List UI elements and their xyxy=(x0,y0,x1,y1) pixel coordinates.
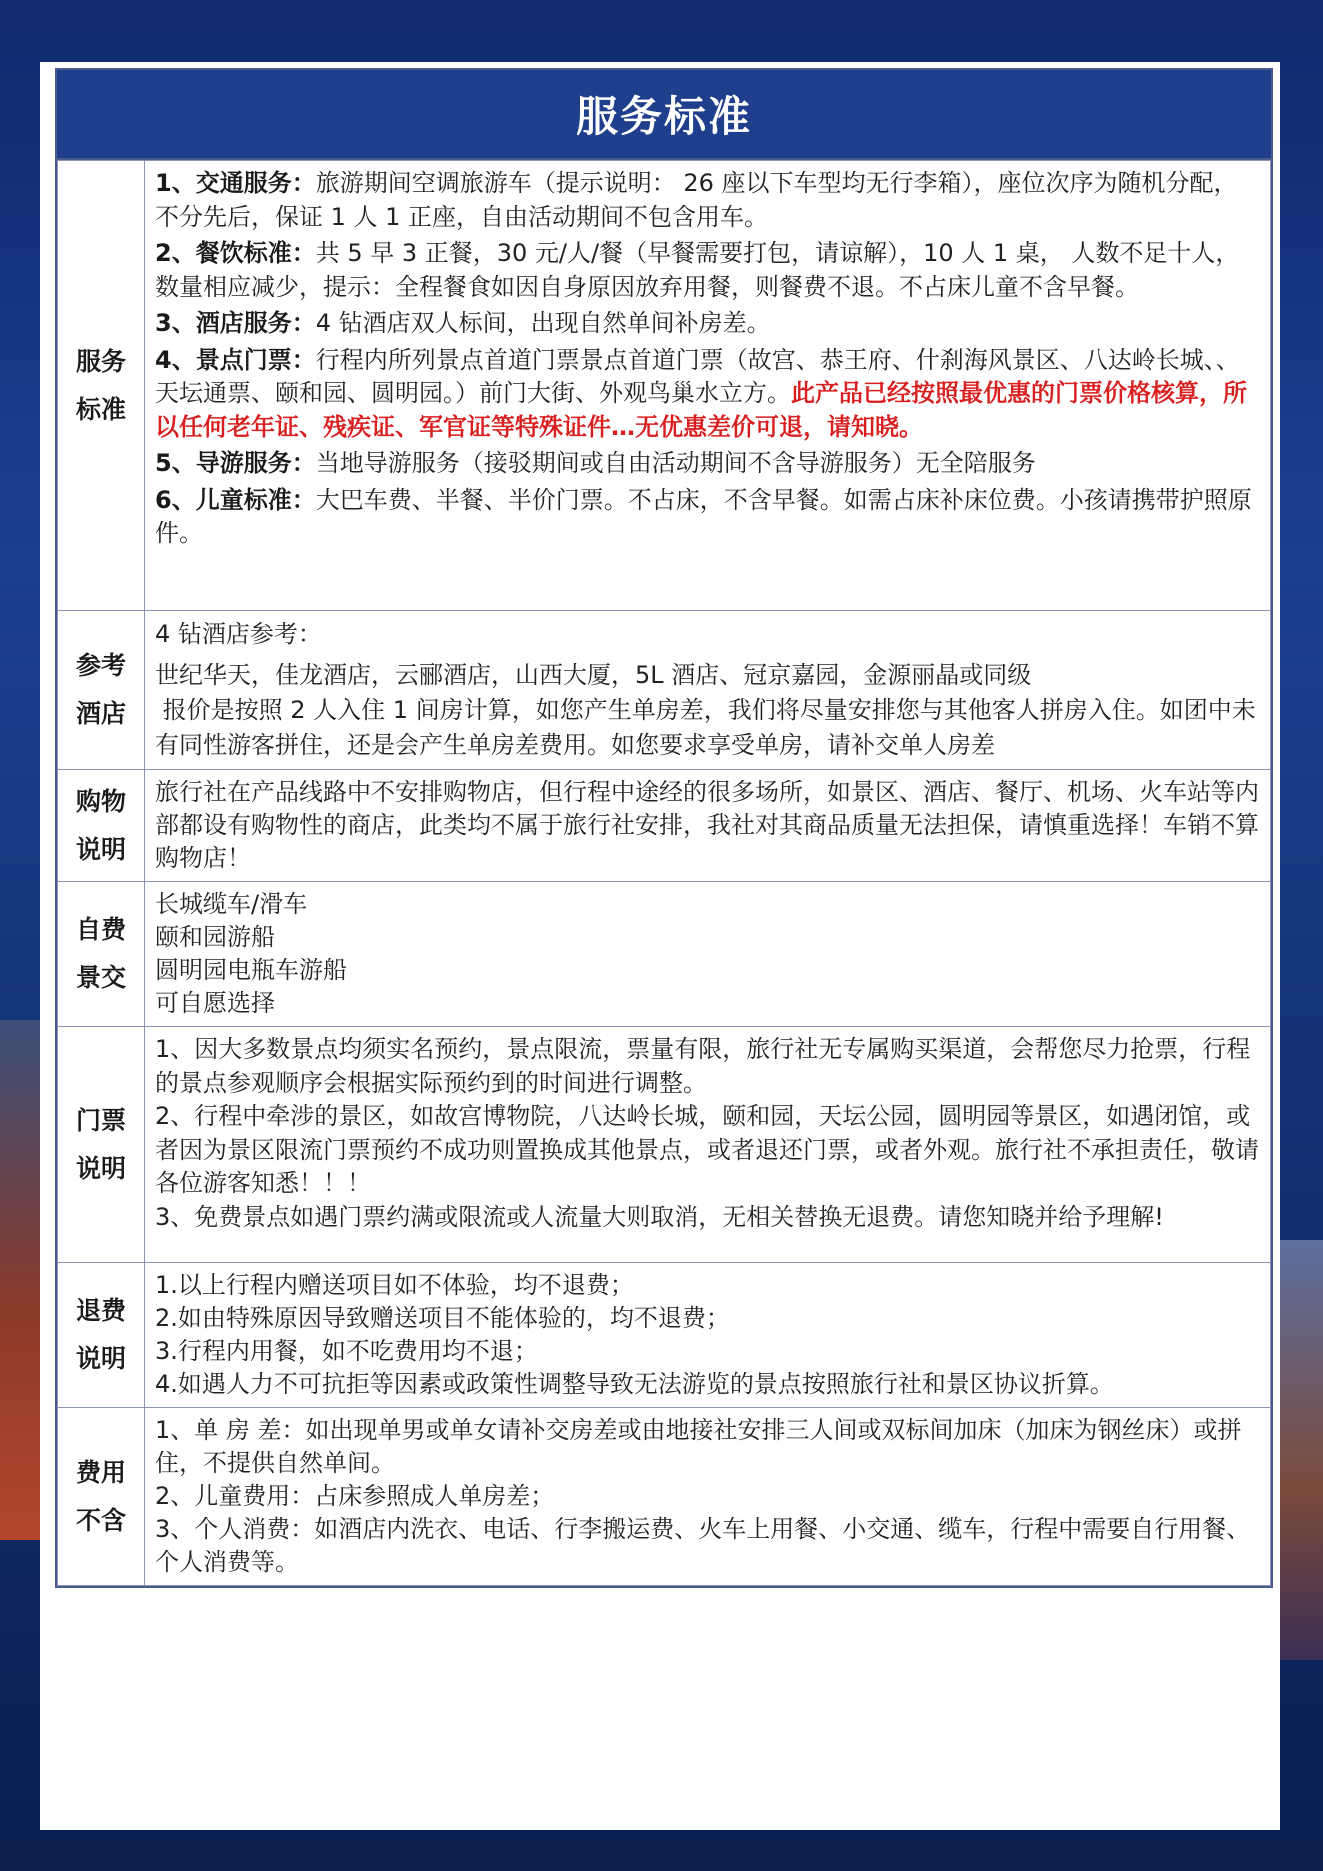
row-service-standard xyxy=(58,161,1271,611)
service-table xyxy=(57,160,1271,1586)
row-content xyxy=(145,161,1271,611)
excluded-line: 3、个人消费：如酒店内洗衣、电话、行李搬运费、火车上用餐、小交通、缆车，行程中需要自行用餐、个人消费等。 xyxy=(155,1515,1251,1576)
row-content xyxy=(145,1263,1271,1408)
row-reference-hotel xyxy=(58,611,1271,770)
item-meals: 2、餐饮标准：共 5 早 3 正餐，30 元/人/餐（早餐需要打包，请谅解），10 人 1 桌， 人数不足十人，数量相应减少，提示：全程餐食如因自身原因放弃用餐，则餐费不退。不占床儿童不含早餐。 xyxy=(155,239,1240,301)
tickets-warning: 此产品已经按照最优惠的门票价格核算，所以任何老年证、残疾证、军官证等特殊证件…无优惠差价可退，请知晓。 xyxy=(155,379,1247,441)
row-label: 退费 说明 xyxy=(58,1263,145,1408)
row-optional-transport xyxy=(58,882,1271,1027)
row-content xyxy=(145,611,1271,770)
shopping-line: 旅行社在产品线路中不安排购物店，但行程中途经的很多场所，如景区、酒店、餐厅、机场、火车站等内部都设有购物性的商店，此类均不属于旅行社安排，我社对其商品质量无法担保，请慎重选择！车销不算购物店！ xyxy=(155,778,1259,872)
optional-item: 圆明园电瓶车游船 xyxy=(155,956,347,984)
row-label: 购物 说明 xyxy=(58,770,145,882)
optional-item: 可自愿选择 xyxy=(155,989,275,1017)
optional-item: 颐和园游船 xyxy=(155,923,275,951)
background-decoration-right xyxy=(1273,1240,1323,1660)
row-shopping xyxy=(58,770,1271,882)
ticket-note: 2、行程中牵涉的景区，如故宫博物院，八达岭长城，颐和园，天坛公园，圆明园等景区，如遇闭馆，或者因为景区限流门票预约不成功则置换成其他景点，或者退还门票，或者外观。旅行社不承担责任，敬请各位游客知悉！！！ xyxy=(155,1102,1259,1197)
hotel-line: 4 钻酒店参考： xyxy=(155,620,322,648)
item-transport: 1、交通服务：旅游期间空调旅游车（提示说明： 26 座以下车型均无行李箱），座位次序为随机分配，不分先后，保证 1 人 1 正座，自由活动期间不包含用车。 xyxy=(155,169,1238,231)
row-content xyxy=(145,1027,1271,1263)
row-ticket-notes xyxy=(58,1027,1271,1263)
refund-line: 1.以上行程内赠送项目如不体验，均不退费； xyxy=(155,1271,634,1299)
service-standard-table xyxy=(55,68,1273,1588)
refund-line: 2.如由特殊原因导致赠送项目不能体验的，均不退费； xyxy=(155,1304,730,1332)
ticket-note: 1、因大多数景点均须实名预约，景点限流，票量有限，旅行社无专属购买渠道，会帮您尽力抢票，行程的景点参观顺序会根据实际预约到的时间进行调整。 xyxy=(155,1035,1251,1097)
refund-line: 3.行程内用餐，如不吃费用均不退； xyxy=(155,1337,538,1365)
row-label: 费用 不含 xyxy=(58,1408,145,1586)
hotel-line: 报价是按照 2 人入住 1 间房计算，如您产生单房差，我们将尽量安排您与其他客人拼房入住。如团中未有同性游客拼住，还是会产生单房差费用。如您要求享受单房，请补交单人房差 xyxy=(155,696,1256,759)
excluded-line: 2、儿童费用：占床参照成人单房差； xyxy=(155,1482,555,1510)
row-content xyxy=(145,1408,1271,1586)
row-content xyxy=(145,882,1271,1027)
excluded-line: 1、单 房 差：如出现单男或单女请补交房差或由地接社安排三人间或双标间加床（加床为钢丝床）或拼住，不提供自然单间。 xyxy=(155,1416,1242,1477)
hotel-line: 世纪华天，佳龙酒店，云郦酒店，山西大厦，5L 酒店、冠京嘉园，金源丽晶或同级 xyxy=(155,661,1032,689)
row-label: 自费 景交 xyxy=(58,882,145,1027)
item-tickets: 4、景点门票：行程内所列景点首道门票景点首道门票（故宫、恭王府、什刹海风景区、八达岭长城、、天坛通票、颐和园、圆明园。）前门大街、外观鸟巢水立方。此产品已经按照最优惠的门票价格核算，所以任何老年证、残疾证、军官证等特殊证件…无优惠差价可退，请知晓。 xyxy=(155,345,1247,441)
page-title: 服务标准 xyxy=(57,70,1271,160)
row-refund xyxy=(58,1263,1271,1408)
row-label: 参考 酒店 xyxy=(58,611,145,770)
row-label: 服务 标准 xyxy=(58,161,145,611)
ticket-note: 3、免费景点如遇门票约满或限流或人流量大则取消，无相关替换无退费。请您知晓并给予理解! xyxy=(155,1202,1164,1231)
optional-item: 长城缆车/滑车 xyxy=(155,890,308,918)
item-guide: 5、导游服务：当地导游服务（接驳期间或自由活动期间不含导游服务）无全陪服务 xyxy=(155,449,1036,477)
refund-line: 4.如遇人力不可抗拒等因素或政策性调整导致无法游览的景点按照旅行社和景区协议折算。 xyxy=(155,1370,1114,1398)
row-label: 门票 说明 xyxy=(58,1027,145,1263)
row-excluded-costs xyxy=(58,1408,1271,1586)
row-content xyxy=(145,770,1271,882)
item-children: 6、儿童标准：大巴车费、半餐、半价门票。不占床，不含早餐。如需占床补床位费。小孩请携带护照原件。 xyxy=(155,485,1252,547)
item-hotel: 3、酒店服务：4 钻酒店双人标间，出现自然单间补房差。 xyxy=(155,309,771,337)
